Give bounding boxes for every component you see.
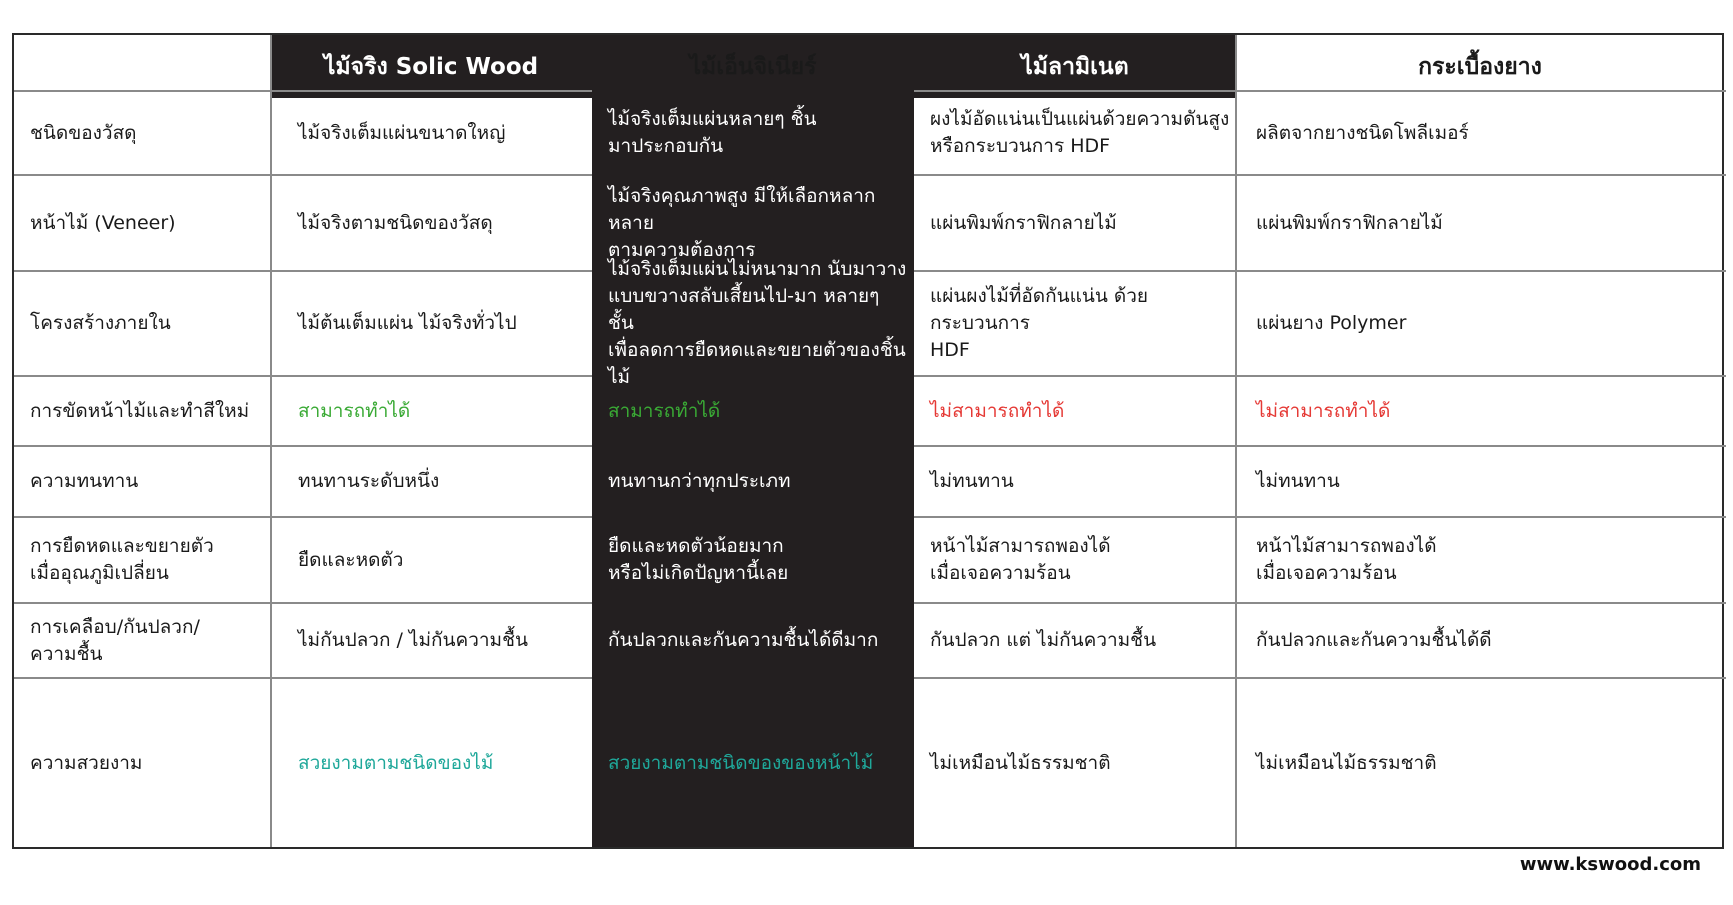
cell-solid-wood: ยืดและหดตัว bbox=[298, 548, 404, 571]
comparison-table bbox=[12, 33, 1724, 849]
cell-engineered-wood: ไม้จริงเต็มแผ่นหลายๆ ชิ้น มาประกอบกัน bbox=[608, 108, 817, 157]
header-laminate: ไม้ลามิเนต bbox=[1021, 53, 1129, 80]
header-solid-wood: ไม้จริง Solic Wood bbox=[323, 53, 539, 80]
cell-laminate: ผงไม้อัดแน่นเป็นแผ่นด้วยความดันสูง หรือกระบวนการ HDF bbox=[930, 108, 1230, 157]
cell-engineered-wood: ไม้จริงเต็มแผ่นไม่หนามาก นับมาวาง แบบขวางสลับเสี้ยนไป-มา หลายๆ ชั้น เพื่อลดการยืดหดและขยายตัวของชิ้นไม้ bbox=[608, 258, 907, 388]
row-label: ความทนทาน bbox=[30, 470, 139, 492]
row-label: โครงสร้างภายใน bbox=[30, 312, 171, 334]
cell-laminate: แผ่นผงไม้ที่อัดกันแน่น ด้วยกระบวนการ HDF bbox=[930, 285, 1149, 361]
cell-engineered-wood: ไม้จริงคุณภาพสูง มีให้เลือกหลากหลาย ตามความต้องการ bbox=[608, 184, 876, 261]
cell-laminate: กันปลวก แต่ ไม่กันความชื้น bbox=[930, 629, 1157, 651]
cell-engineered-wood: ยืดและหดตัวน้อยมาก หรือไม่เกิดปัญหานี้เลย bbox=[608, 535, 789, 584]
cell-vinyl-tile: กันปลวกและกันความชื้นได้ดี bbox=[1256, 629, 1492, 651]
cell-engineered-wood: สวยงามตามชนิดของของหน้าไม้ bbox=[608, 751, 874, 774]
cell-solid-wood: สวยงามตามชนิดของไม้ bbox=[298, 751, 494, 774]
website-url: www.kswood.com bbox=[1519, 854, 1701, 875]
cell-laminate: หน้าไม้สามารถพองได้ เมื่อเจอความร้อน bbox=[930, 535, 1111, 584]
cell-vinyl-tile: ไม่สามารถทำได้ bbox=[1256, 399, 1391, 422]
cell-laminate: แผ่นพิมพ์กราฟิกลายไม้ bbox=[930, 211, 1117, 234]
cell-solid-wood: ทนทานระดับหนึ่ง bbox=[298, 470, 440, 492]
row-label: การขัดหน้าไม้และทำสีใหม่ bbox=[30, 399, 250, 422]
cell-vinyl-tile: แผ่นยาง Polymer bbox=[1256, 312, 1407, 334]
cell-vinyl-tile: ผลิตจากยางชนิดโพลีเมอร์ bbox=[1256, 121, 1469, 144]
cell-vinyl-tile: แผ่นพิมพ์กราฟิกลายไม้ bbox=[1256, 211, 1443, 234]
row-label: การเคลือบ/กันปลวก/ความชื้น bbox=[30, 615, 200, 665]
row-label: หน้าไม้ (Veneer) bbox=[30, 211, 176, 234]
row-label: การยืดหดและขยายตัว เมื่ออุณภูมิเปลี่ยน bbox=[30, 535, 214, 584]
header-engineered-wood: ไม้เอ็นจิเนียร์ bbox=[689, 53, 817, 80]
cell-solid-wood: ไม้จริงเต็มแผ่นขนาดใหญ่ bbox=[298, 121, 506, 144]
cell-solid-wood: สามารถทำได้ bbox=[298, 399, 411, 422]
cell-engineered-wood: สามารถทำได้ bbox=[608, 399, 721, 422]
cell-solid-wood: ไม้จริงตามชนิดของวัสดุ bbox=[298, 211, 493, 234]
cell-vinyl-tile: ไม่เหมือนไม้ธรรมชาติ bbox=[1256, 751, 1437, 774]
row-label: ชนิดของวัสดุ bbox=[30, 121, 137, 144]
cell-laminate: ไม่ทนทาน bbox=[930, 470, 1014, 492]
cell-vinyl-tile: ไม่ทนทาน bbox=[1256, 470, 1340, 492]
cell-engineered-wood: กันปลวกและกันความชื้นได้ดีมาก bbox=[608, 629, 879, 651]
cell-solid-wood: ไม้ต้นเต็มแผ่น ไม้จริงทั่วไป bbox=[298, 312, 517, 334]
row-label: ความสวยงาม bbox=[30, 751, 143, 774]
cell-laminate: ไม่สามารถทำได้ bbox=[930, 399, 1065, 422]
cell-solid-wood: ไม่กันปลวก / ไม่กันความชื้น bbox=[298, 629, 528, 651]
header-vinyl-tile: กระเบื้องยาง bbox=[1418, 53, 1542, 80]
cell-engineered-wood: ทนทานกว่าทุกประเภท bbox=[608, 470, 791, 492]
cell-laminate: ไม่เหมือนไม้ธรรมชาติ bbox=[930, 751, 1111, 774]
cell-vinyl-tile: หน้าไม้สามารถพองได้ เมื่อเจอความร้อน bbox=[1256, 535, 1437, 584]
